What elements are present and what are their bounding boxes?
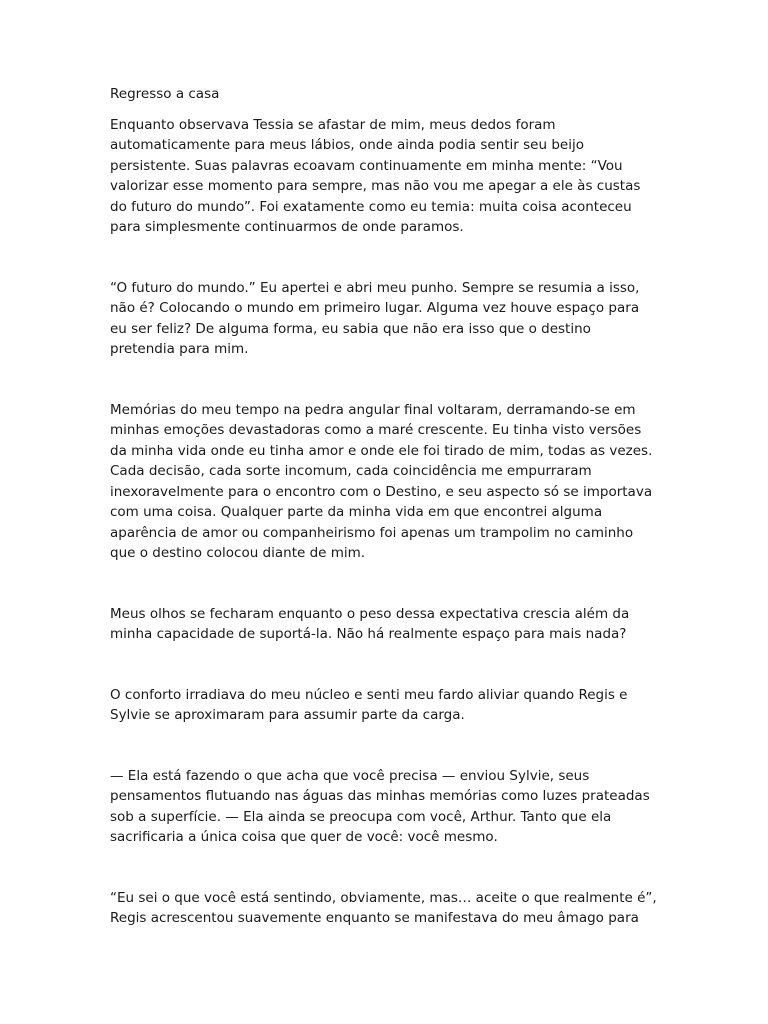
paragraph-2: “O futuro do mundo.” Eu apertei e abri meu punho. Sempre se resumia a isso, não é? Colocando o mundo em primeiro lugar. Alguma vez houve espaço para eu ser feliz? De alguma forma, eu sabia que não era isso que o destino pretendia para mim. (110, 279, 640, 357)
paragraph-gap (110, 726, 658, 766)
paragraph-3: Memórias do meu tempo na pedra angular final voltaram, derramando-se em minhas emoções devastadoras como a maré crescente. Eu tinha visto versões da minha vida onde eu tinha amor e onde ele foi tirado de mim, todas as vezes. Cada decisão, cada sorte incomum, cada coincidência me empurraram inexoravelmente para o encontro com o Destino, e seu aspecto só se importava com uma coisa. Qualquer parte da minha vida em que encontrei alguma aparência de amor ou companheirismo foi apenas um trampolim no caminho que o destino colocou diante de mim. (110, 401, 653, 561)
paragraph-7: “Eu sei o que você está sentindo, obviamente, mas… aceite o que realmente é”, Regis acrescentou suavemente enquanto se manifestava do meu âmago para (110, 889, 657, 926)
paragraph-gap (110, 645, 658, 685)
paragraph-gap (110, 848, 658, 888)
document-page (110, 84, 658, 929)
paragraph-5: O conforto irradiava do meu núcleo e senti meu fardo aliviar quando Regis e Sylvie se aproximaram para assumir parte da carga. (110, 686, 628, 723)
paragraph-gap (110, 238, 658, 278)
paragraph-1: Enquanto observava Tessia se afastar de mim, meus dedos foram automaticamente para meus lábios, onde ainda podia sentir seu beijo persistente. Suas palavras ecoavam continuamente em minha mente: “Vou valorizar esse momento para sempre, mas não vou me apegar a ele às custas do futuro do mundo”. Foi exatamente como eu temia: muita coisa aconteceu para simplesmente continuarmos de onde paramos. (110, 116, 641, 235)
paragraph-gap (110, 360, 658, 400)
paragraph-4: Meus olhos se fecharam enquanto o peso dessa expectativa crescia além da minha capacidade de suportá-la. Não há realmente espaço para mais nada? (110, 605, 630, 642)
chapter-title: Regresso a casa (110, 86, 220, 102)
paragraph-gap (110, 564, 658, 604)
paragraph-6: — Ela está fazendo o que acha que você precisa — enviou Sylvie, seus pensamentos flutuando nas águas das minhas memórias como luzes prateadas sob a superfície. — Ela ainda se preocupa com você, Arthur. Tanto que ela sacrificaria a única coisa que quer de você: você mesmo. (110, 767, 650, 845)
